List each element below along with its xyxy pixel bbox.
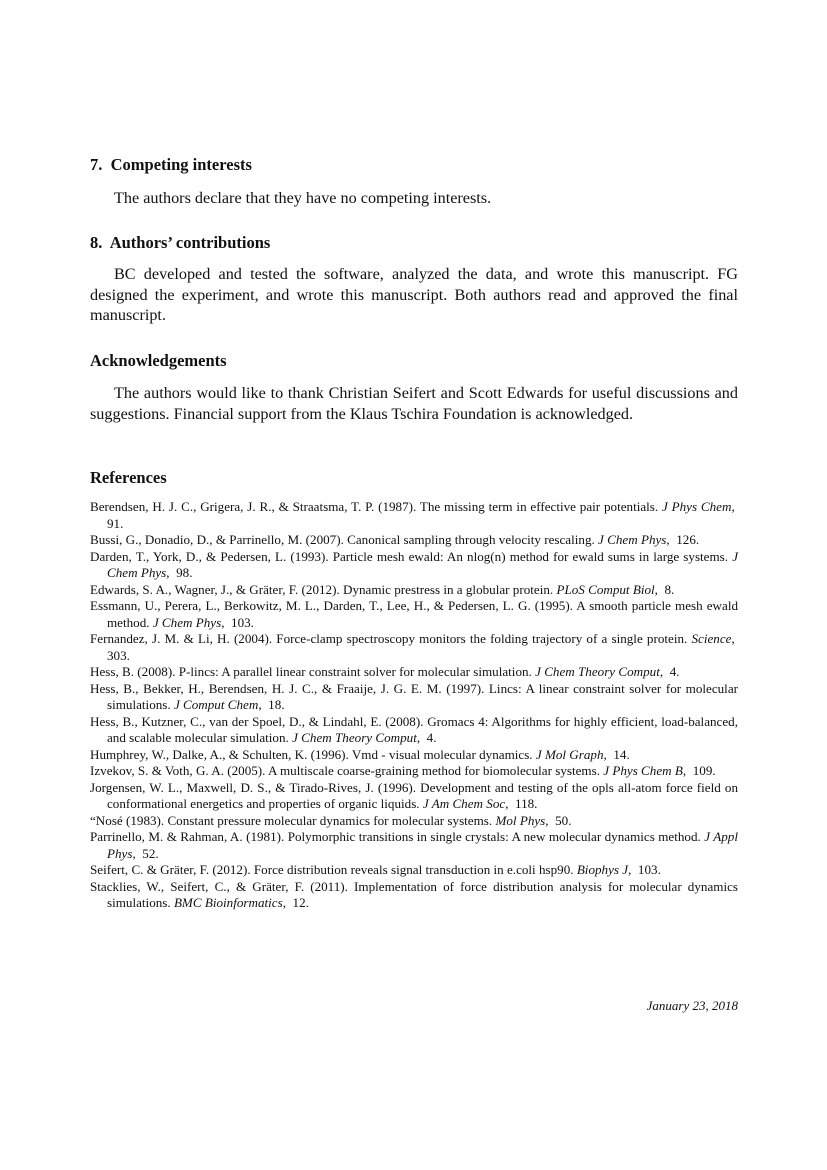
reference-venue: J Comput Chem [173,697,259,712]
reference-venue: J Chem Theory Comput [535,664,660,679]
reference-entry: Berendsen, H. J. C., Grigera, J. R., & Straatsma, T. P. (1987). The missing term in effective pair potentials. J Phys Chem, 91. [90,499,738,531]
reference-entry: “Nosé (1983). Constant pressure molecular dynamics for molecular systems. Mol Phys, 50. [90,812,572,828]
reference-entry: Hess, B., Bekker, H., Berendsen, H. J. C., & Fraaije, J. G. E. M. (1997). Lincs: A linear constraint solver for molecular simulations. J Comput Chem, 18. [90,680,738,712]
footer-date: January 23, 2018 [646,998,738,1013]
section-number: 8. [90,233,103,252]
reference-entry: Stacklies, W., Seifert, C., & Gräter, F. (2011). Implementation of force distribution analysis for molecular dynamics simulations. BMC Bioinformatics, 12. [90,878,738,910]
reference-venue: J Appl Phys [107,829,738,861]
reference-entry: Fernandez, J. M. & Li, H. (2004). Force-clamp spectroscopy monitors the folding trajectory of a single protein. Science, 303. [90,631,739,663]
reference-volume: 98. [176,565,193,580]
section-title: Authors’ contributions [109,233,271,252]
section-title: Acknowledgements [90,351,227,370]
reference-entry: Essmann, U., Perera, L., Berkowitz, M. L., Darden, T., Lee, H., & Pedersen, L. G. (1995). A smooth particle mesh ewald method. J Chem Phys, 103. [90,598,738,630]
reference-entry: Parrinello, M. & Rahman, A. (1981). Polymorphic transitions in single crystals: A new molecular dynamics method. J Appl Phys, 52. [90,829,738,861]
reference-text: Hess, B., Bekker, H., Berendsen, H. J. C., & Fraaije, J. G. E. M. (1997). Lincs: A linear constraint solver for molecular simulations. [90,680,738,712]
reference-entry: Darden, T., York, D., & Pedersen, L. (1993). Particle mesh ewald: An nlog(n) method for ewald sums in large systems. J Chem Phys, 98. [90,548,738,580]
reference-text: Fernandez, J. M. & Li, H. (2004). Force-clamp spectroscopy monitors the folding trajectory of a single protein. [90,631,688,646]
acknowledgements-body: The authors would like to thank Christian Seifert and Scott Edwards for useful discussions and suggestions. Financial support from the Klaus Tschira Foundation is acknowledged. [90,384,738,423]
reference-text: Bussi, G., Donadio, D., & Parrinello, M. (2007). Canonical sampling through velocity rescaling. [90,532,595,547]
reference-entry: Jorgensen, W. L., Maxwell, D. S., & Tirado-Rives, J. (1996). Development and testing of the opls all-atom force field on conformational energetics and properties of organic liquids. J Am Chem Soc, 118. [90,779,738,811]
reference-venue: J Am Chem Soc [422,796,506,811]
reference-text: Edwards, S. A., Wagner, J., & Gräter, F. (2012). Dynamic prestress in a globular protein. [90,581,554,597]
reference-entry: Humphrey, W., Dalke, A., & Schulten, K. (1996). Vmd - visual molecular dynamics. J Mol Graph, 14. [90,746,630,762]
reference-text: Seifert, C. & Gräter, F. (2012). Force distribution reveals signal transduction in e.coli hsp90. [90,862,574,877]
reference-text: Hess, B., Kutzner, C., van der Spoel, D., & Lindahl, E. (2008). Gromacs 4: Algorithms for highly efficient, load-balanced, and scalable molecular simulation. [90,713,738,745]
reference-entry: Hess, B. (2008). P-lincs: A parallel linear constraint solver for molecular simulation. J Chem Theory Comput, 4. [90,664,680,679]
reference-volume: 18. [268,697,285,712]
reference-volume: 109. [692,763,716,778]
reference-text: Stacklies, W., Seifert, C., & Gräter, F. (2011). Implementation of force distribution analysis for molecular dynamics simulations. [90,878,738,910]
reference-venue: Science [691,631,732,646]
reference-volume: 4. [669,664,680,679]
reference-text: Berendsen, H. J. C., Grigera, J. R., & Straatsma, T. P. (1987). The missing term in effective pair potentials. [90,499,659,514]
reference-volume: 50. [555,812,572,828]
reference-entry: Hess, B., Kutzner, C., van der Spoel, D., & Lindahl, E. (2008). Gromacs 4: Algorithms for highly efficient, load-balanced, and scalable molecular simulation. J Chem Theory Comput, 4. [90,713,738,745]
reference-venue: J Chem Phys [152,614,222,630]
reference-list [90,499,738,912]
reference-venue: J Phys Chem [662,499,732,514]
reference-volume: 14. [613,746,630,762]
section-heading-references [90,468,167,488]
reference-text: Essmann, U., Perera, L., Berkowitz, M. L., Darden, T., Lee, H., & Pedersen, L. G. (1995). A smooth particle mesh ewald method. [90,598,738,630]
reference-venue: Mol Phys [495,812,546,828]
reference-entry: Seifert, C. & Gräter, F. (2012). Force distribution reveals signal transduction in e.coli hsp90. Biophys J, 103. [90,862,661,877]
reference-text: Parrinello, M. & Rahman, A. (1981). Polymorphic transitions in single crystals: A new molecular dynamics method. [90,829,701,844]
reference-volume: 52. [142,845,159,861]
reference-entry: Bussi, G., Donadio, D., & Parrinello, M. (2007). Canonical sampling through velocity rescaling. J Chem Phys, 126. [90,532,700,547]
reference-entry: Edwards, S. A., Wagner, J., & Gräter, F. (2012). Dynamic prestress in a globular protein. PLoS Comput Biol, 8. [90,581,675,597]
section-heading-authors-contributions [90,233,270,253]
reference-venue: J Chem Phys [107,548,738,580]
reference-entry: Izvekov, S. & Voth, G. A. (2005). A multiscale coarse-graining method for biomolecular systems. J Phys Chem B, 109. [90,763,716,778]
reference-venue: J Chem Phys [598,532,667,547]
reference-venue: BMC Bioinformatics [173,895,283,910]
reference-text: Izvekov, S. & Voth, G. A. (2005). A multiscale coarse-graining method for biomolecular systems. [90,763,600,778]
reference-text: Hess, B. (2008). P-lincs: A parallel linear constraint solver for molecular simulation. [90,664,532,679]
section-number: 7. [90,155,103,174]
reference-venue: J Phys Chem B [603,763,683,778]
reference-venue: Biophys J [576,862,629,877]
reference-volume: 91. [107,515,124,531]
section-heading-acknowledgements [90,351,227,371]
reference-volume: 118. [515,796,538,811]
reference-text: Darden, T., York, D., & Pedersen, L. (1993). Particle mesh ewald: An nlog(n) method for ewald sums in large systems. [90,548,729,564]
reference-volume: 126. [676,532,700,547]
reference-volume: 8. [664,581,675,597]
section-title: References [90,468,167,487]
section-title: Competing interests [110,155,252,174]
authors-contributions-body: BC developed and tested the software, analyzed the data, and wrote this manuscript. FG designed the experiment, and wrote this manuscript. Both authors read and approved the final manuscript. [90,265,738,324]
reference-volume: 103. [637,862,661,877]
reference-venue: J Mol Graph [535,746,604,762]
reference-text: Jorgensen, W. L., Maxwell, D. S., & Tirado-Rives, J. (1996). Development and testing of the opls all-atom force field on conformational energetics and properties of organic liquids. [90,779,738,811]
competing-interests-body: The authors declare that they have no competing interests. [114,189,492,207]
reference-volume: 103. [231,614,254,630]
reference-volume: 303. [107,647,130,663]
reference-text: “Nosé (1983). Constant pressure molecular dynamics for molecular systems. [90,812,493,828]
reference-volume: 4. [426,730,437,745]
reference-volume: 12. [292,895,309,910]
reference-venue: J Chem Theory Comput [292,730,417,745]
reference-venue: PLoS Comput Biol [556,581,655,597]
reference-text: Humphrey, W., Dalke, A., & Schulten, K. (1996). Vmd - visual molecular dynamics. [90,746,533,762]
section-heading-competing-interests [90,155,252,175]
